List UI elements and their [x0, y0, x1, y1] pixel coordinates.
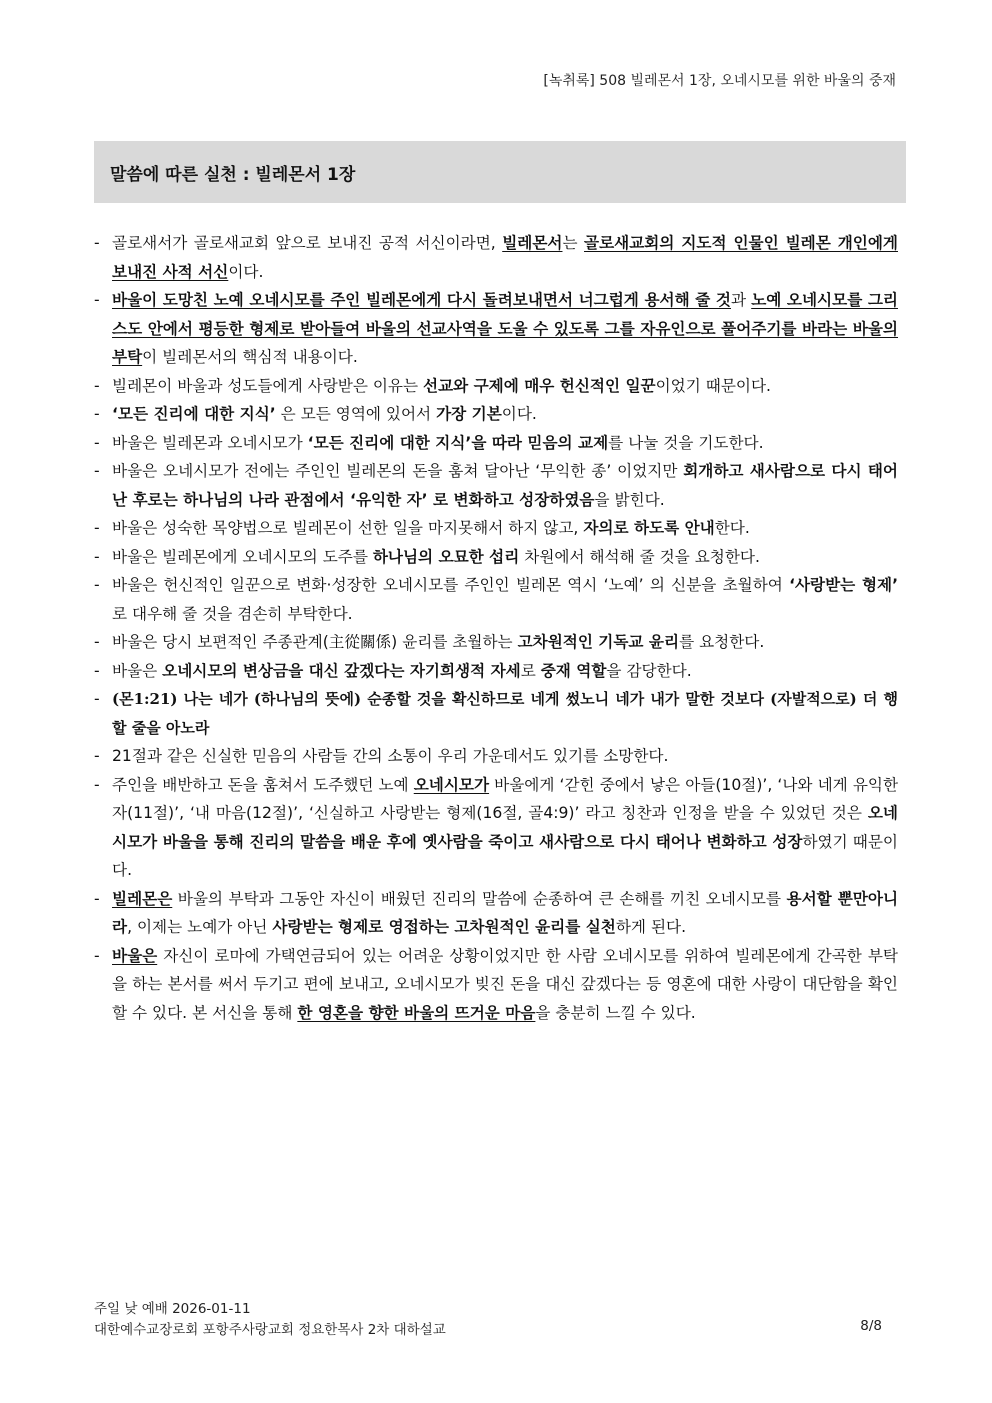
body-text: 21절과 같은 신실한 믿음의 사람들 간의 소통이 우리 가운데서도 있기를 소망한다. [112, 747, 669, 765]
list-item [94, 429, 898, 458]
list-item [94, 685, 898, 742]
section-heading-box [94, 141, 906, 203]
emphasized-text: 선교와 구제에 매우 헌신적인 일꾼 [423, 376, 656, 395]
emphasized-text: ‘모든 진리에 대한 지식’ [112, 405, 276, 423]
body-text: 바울은 오네시모가 전에는 주인인 빌레몬의 돈을 훔쳐 달아난 ‘무익한 종’ 이었지만 [112, 462, 684, 480]
emphasized-text: 노예 오네시모를 그리스도 안에서 평등한 형제로 받아들여 바울의 선교사역을 도울 수 있도록 그를 자유인으로 풀어주기를 바라는 바울의 부탁 [112, 291, 898, 366]
emphasized-text: 골로새교회의 지도적 인물인 빌레몬 개인에게 보내진 사적 서신 [112, 234, 898, 281]
body-text: 를 나눌 것을 기도한다. [608, 433, 764, 452]
list-item [94, 771, 898, 885]
summary-list [94, 229, 898, 1027]
body-text: 로 [520, 661, 541, 680]
body-text: 바울은 빌레몬과 오네시모가 [112, 433, 308, 452]
list-item [94, 400, 898, 429]
emphasized-text: 바울이 도망친 노예 오네시모를 주인 빌레몬에게 다시 돌려보내면서 너그럽게 용서해 줄 것 [112, 291, 731, 309]
body-text: 을 밝힌다. [594, 490, 665, 509]
body-text: 을 충분히 느낄 수 있다. [535, 1003, 696, 1022]
emphasized-text: (몬1:21) 나는 네가 (하나님의 뜻에) 순종할 것을 확신하므로 네게 썼노니 네가 내가 말한 것보다 (자발적으로) 더 행할 줄을 아노라 [112, 690, 898, 737]
emphasized-text: 바울은 [112, 946, 158, 965]
body-text: 하게 된다. [615, 918, 687, 936]
emphasized-text: 고차원적인 기독교 윤리 [517, 633, 680, 651]
emphasized-text: 회개하고 새사람으로 다시 태어난 후로는 하나님의 나라 관점에서 ‘유익한 자’ 로 변화하고 성장하였음 [112, 462, 898, 509]
list-item [94, 628, 898, 657]
body-text: 이다. [501, 405, 537, 423]
list-item [94, 657, 898, 686]
emphasized-text: 오네시모가 [413, 775, 490, 794]
body-text: 자신이 로마에 가택연금되어 있는 어려운 상황이었지만 한 사람 오네시모를 위하여 빌레몬에게 간곡한 부탁을 하는 본서를 써서 두기고 편에 보내고, 오네시모가 빚진 돈을 대신 갚겠다는 등 영혼에 대한 사랑이 대단함을 확인할 수 있다. 본 서신을 통해 [112, 946, 898, 1022]
body-text: 과 [731, 291, 752, 309]
list-item [94, 885, 898, 942]
list-item [94, 372, 898, 401]
page-number: 8/8 [860, 1318, 882, 1334]
list-item [94, 942, 898, 1028]
emphasized-text: ‘모든 진리에 대한 지식’을 따라 믿음의 교제 [307, 433, 609, 452]
body-text: , 이제는 노예가 아닌 [127, 918, 273, 936]
body-text: 하였기 때문이다. [112, 832, 898, 879]
footer-church-info: 대한예수교장로회 포항주사랑교회 정요한목사 2차 대하설교 [94, 1322, 446, 1338]
emphasized-text: 하나님의 오묘한 섭리 [372, 547, 520, 566]
list-item [94, 742, 898, 771]
list-item [94, 543, 898, 572]
body-text: 주인을 배반하고 돈을 훔쳐서 도주했던 노예 [112, 775, 414, 794]
body-text: 을 감당한다. [606, 661, 692, 680]
section-title: 말씀에 따른 실천 : 빌레몬서 1장 [110, 165, 356, 185]
emphasized-text: 자의로 하도록 안내 [583, 519, 715, 537]
body-text: 한다. [714, 519, 750, 537]
list-item [94, 457, 898, 514]
body-text: 바울에게 ‘갇힌 중에서 낳은 아들(10절)’, ‘나와 네게 유익한 자(11절)’, ‘내 마음(12절)’, ‘신실하고 사랑받는 형제(16절, 골4:9)’ 라고 칭찬과 인정을 받을 수 있었던 것은 [112, 775, 899, 822]
body-text: 바울은 헌신적인 일꾼으로 변화·성장한 오네시모를 주인인 빌레몬 역시 ‘노예’ 의 신분을 초월하여 [112, 576, 790, 594]
emphasized-text: 한 영혼을 향한 바울의 뜨거운 마음 [297, 1003, 536, 1022]
emphasized-text: 용서할 뿐만아니라 [112, 889, 899, 936]
emphasized-text: 오네시모의 변상금을 대신 갚겠다는 자기희생적 자세 [162, 661, 521, 680]
body-text: 바울은 빌레몬에게 오네시모의 도주를 [112, 547, 373, 566]
body-text: 바울의 부탁과 그동안 자신이 배웠던 진리의 말씀에 순종하여 큰 손해를 끼친 오네시모를 [172, 889, 787, 908]
list-item [94, 229, 898, 286]
running-header: [녹취록] 508 빌레몬서 1장, 오네시모를 위한 바울의 중재 [543, 73, 896, 89]
body-text: 이다. [228, 262, 264, 281]
emphasized-text: 가장 기본 [436, 405, 502, 423]
body-text: 로 대우해 줄 것을 겸손히 부탁한다. [112, 604, 353, 623]
emphasized-text: 사랑받는 형제로 영접하는 고차원적인 윤리를 실천 [272, 918, 616, 936]
body-text: 바울은 [112, 661, 163, 680]
body-text: 은 모든 영역에 있어서 [275, 405, 437, 423]
emphasized-text: ‘사랑받는 형제’ [789, 576, 898, 594]
body-text: 는 [562, 234, 585, 252]
body-text: 골로새서가 골로새교회 앞으로 보내진 공적 서신이라면, [112, 234, 503, 252]
body-text: 바울은 성숙한 목양법으로 빌레몬이 선한 일을 마지못해서 하지 않고, [112, 519, 584, 537]
body-text: 를 요청한다. [679, 633, 765, 651]
emphasized-text: 빌레몬서 [502, 234, 563, 252]
emphasized-text: 중재 역할 [540, 661, 607, 680]
footer-service-date: 주일 낮 예배 2026-01-11 [94, 1301, 251, 1317]
emphasized-text: 오네시모가 바울을 통해 진리의 말씀을 배운 후에 옛사람을 죽이고 새사람으로 다시 태어나 변화하고 성장 [112, 804, 898, 851]
body-text: 이 빌레몬서의 핵심적 내용이다. [142, 348, 358, 366]
body-text: 차원에서 해석해 줄 것을 요청한다. [519, 547, 760, 566]
emphasized-text: 빌레몬은 [112, 889, 173, 908]
list-item [94, 514, 898, 543]
body-text: 이었기 때문이다. [655, 376, 771, 395]
list-item [94, 286, 898, 372]
body-text: 바울은 당시 보편적인 주종관계(主從關係) 윤리를 초월하는 [112, 633, 518, 651]
body-text: 빌레몬이 바울과 성도들에게 사랑받은 이유는 [112, 376, 423, 395]
list-item [94, 571, 898, 628]
